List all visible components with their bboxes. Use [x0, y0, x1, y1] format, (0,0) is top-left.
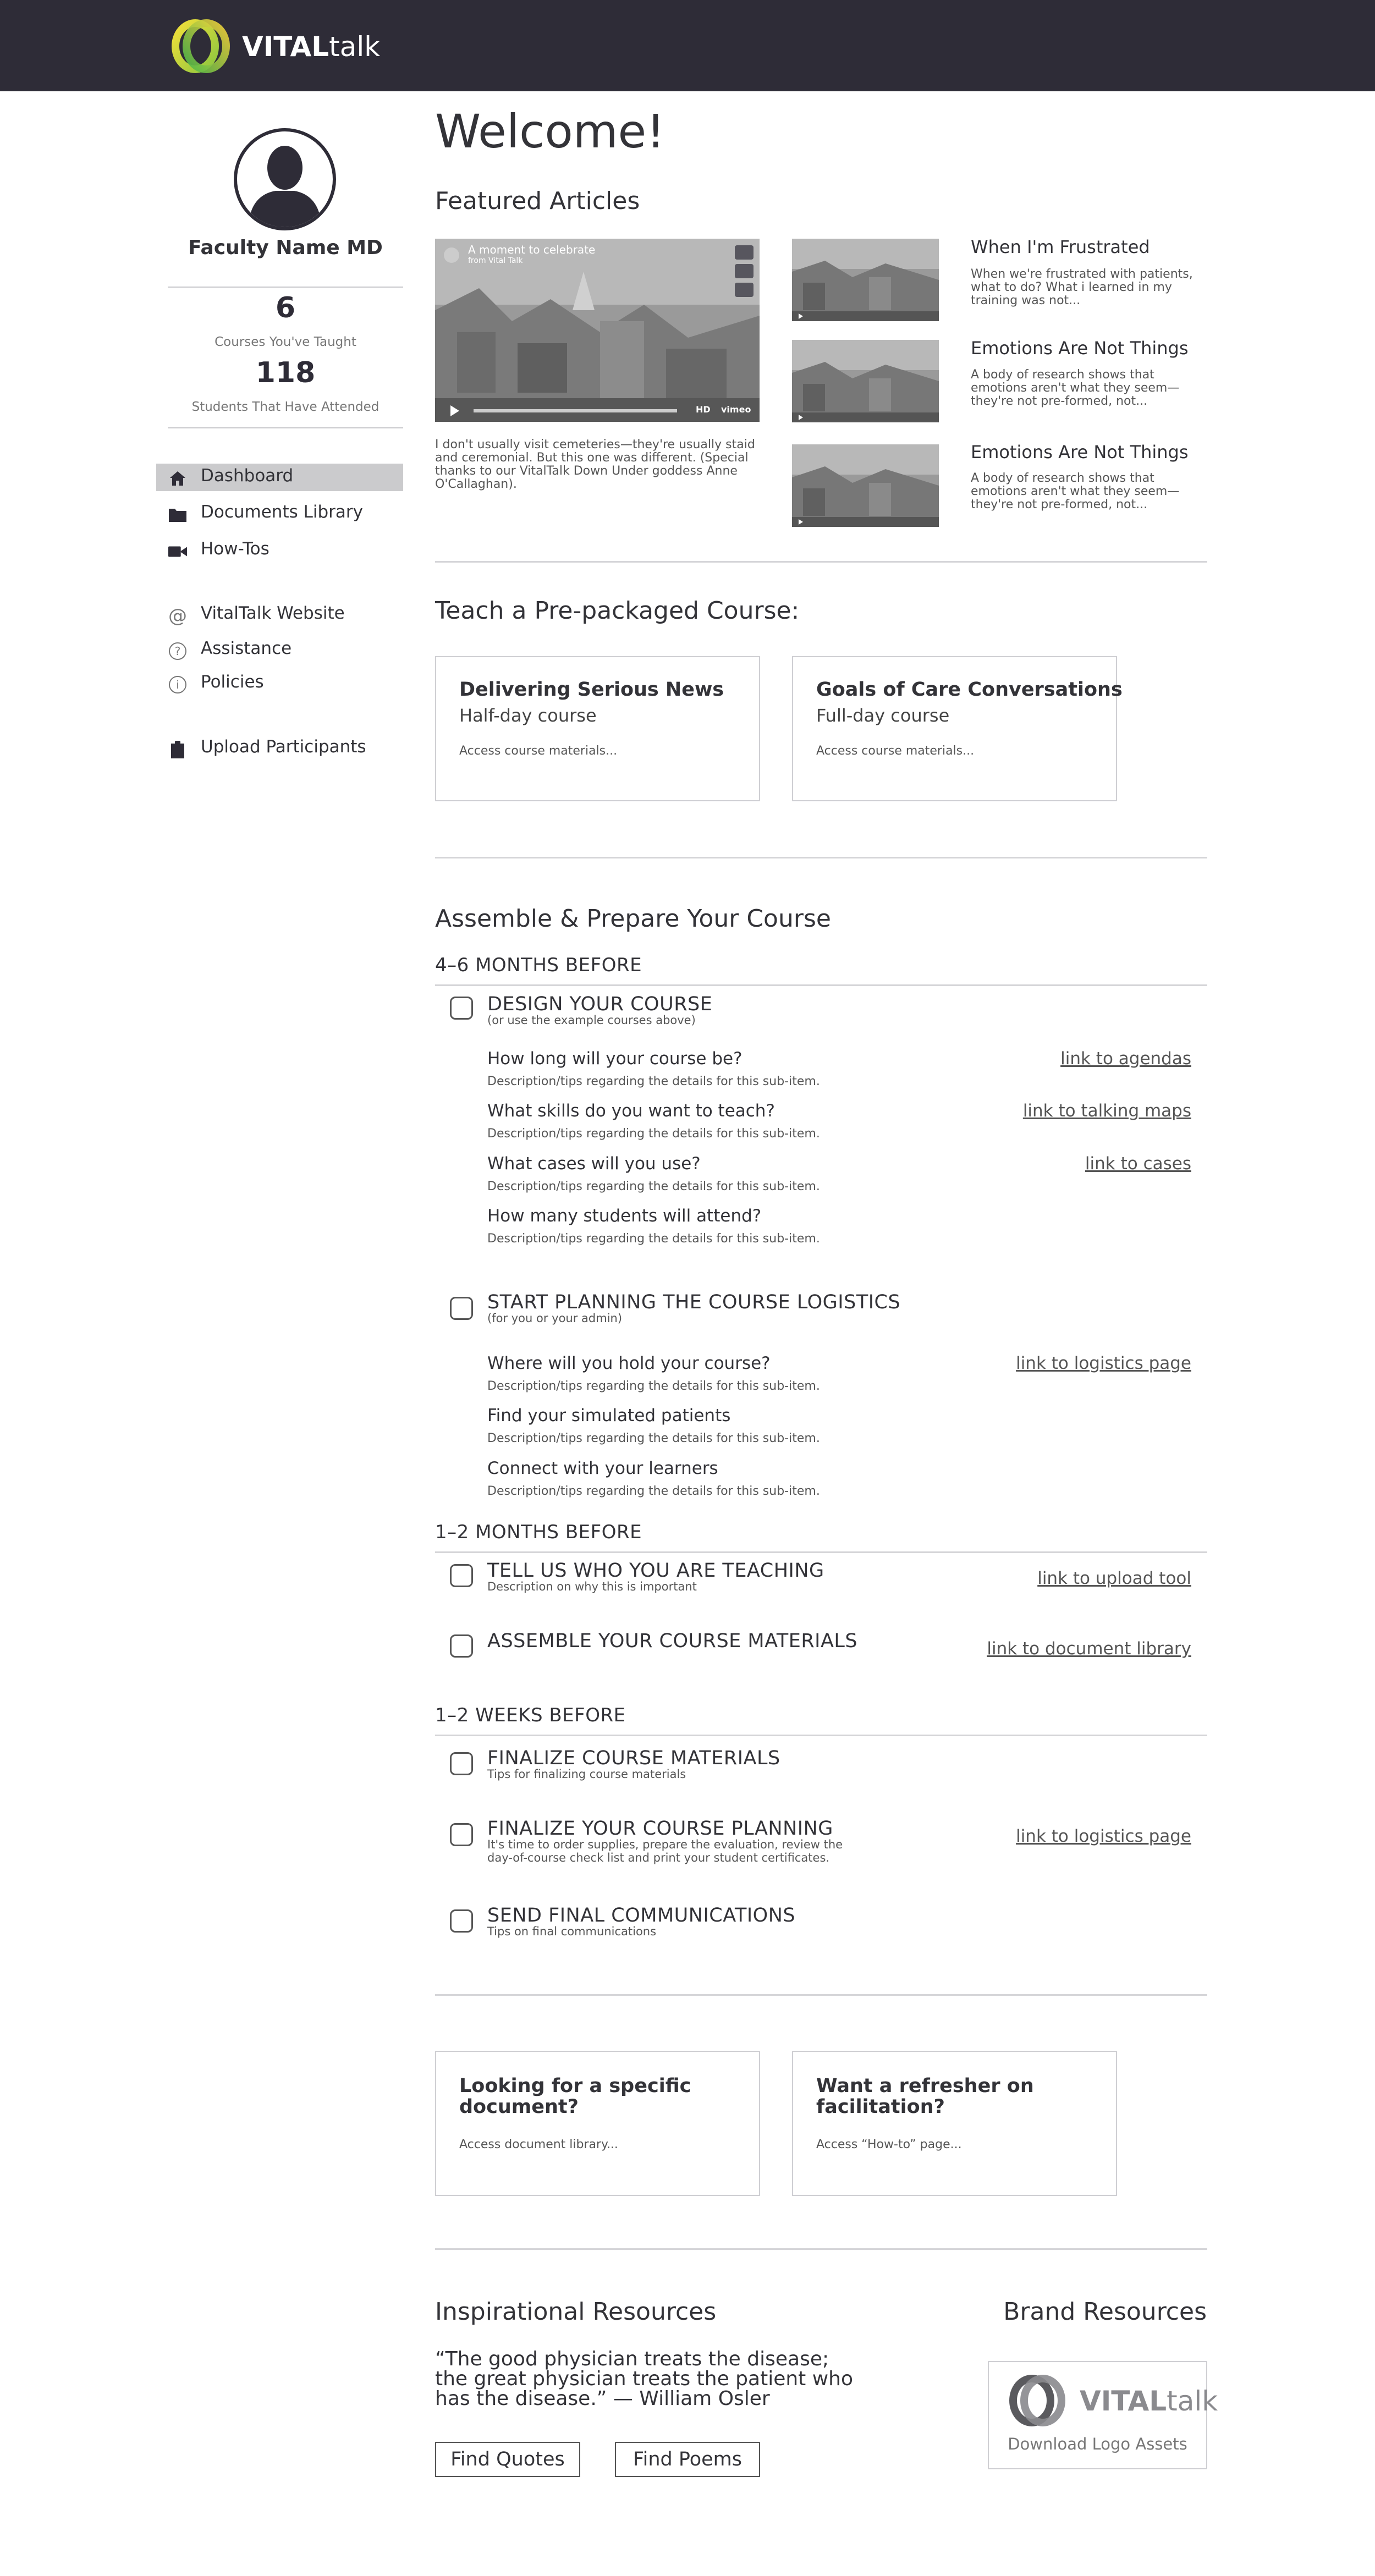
link-to-talking-maps[interactable]: link to talking maps: [1022, 1101, 1191, 1121]
find-document-card[interactable]: [435, 2051, 760, 2196]
subitem-question: Where will you hold your course?: [487, 1353, 771, 1373]
subitem-description: Description/tips regarding the details for this sub-item.: [487, 1484, 820, 1498]
link-to-logistics-page[interactable]: link to logistics page: [1016, 1353, 1191, 1373]
sidebar-item-label: Upload Participants: [201, 737, 366, 757]
subitem-question: How many students will attend?: [487, 1206, 762, 1226]
task-note: day-of-course check list and print your student certificates.: [487, 1851, 830, 1864]
task-note: Tips on final communications: [487, 1925, 657, 1938]
how-to-page-link[interactable]: Access “How-to” page...: [816, 2138, 962, 2151]
article-description: When we're frustrated with patients, what to do? What i learned in my training was not...: [971, 267, 1193, 307]
video-overlay-title: A moment to celebrate: [468, 243, 596, 256]
link-to-document-library[interactable]: link to document library: [987, 1639, 1191, 1659]
subitem-description: Description/tips regarding the details for this sub-item.: [487, 1232, 820, 1246]
clipboard-icon: [168, 740, 188, 759]
featured-video-caption: I don't usually visit cemeteries—they're usually staid and ceremonial. But this one was different. (Special thanks to our VitalTalk Down Under goddess Anne O'Callaghan).: [435, 438, 755, 491]
top-header: [0, 0, 1375, 91]
task-title: ASSEMBLE YOUR COURSE MATERIALS: [487, 1630, 858, 1652]
page-title: Welcome!: [435, 104, 665, 158]
link-to-cases[interactable]: link to cases: [1085, 1154, 1191, 1174]
subitem-description: Description/tips regarding the details for this sub-item.: [487, 1432, 820, 1445]
find-poems-button[interactable]: Find Poems: [615, 2442, 760, 2477]
finalize-materials-checkbox[interactable]: [450, 1752, 473, 1775]
card-title: document?: [459, 2096, 579, 2118]
info-icon: i: [168, 675, 188, 695]
find-quotes-button[interactable]: Find Quotes: [435, 2442, 580, 2477]
task-note: Description on why this is important: [487, 1580, 697, 1593]
task-note: It's time to order supplies, prepare the evaluation, review the: [487, 1838, 843, 1851]
brand-logo-download[interactable]: [988, 2361, 1218, 2469]
card-title: facilitation?: [816, 2096, 945, 2118]
brand-wordmark: VITALtalk: [1080, 2385, 1218, 2417]
sidebar-item-label: Policies: [201, 672, 264, 692]
section-divider: [435, 857, 1207, 858]
send-communications-checkbox[interactable]: [450, 1909, 473, 1933]
cemetery-video-thumbnail: [435, 239, 760, 422]
subitem-question: What skills do you want to teach?: [487, 1101, 775, 1121]
course-title: Goals of Care Conversations: [816, 679, 1123, 701]
featured-articles-heading: Featured Articles: [435, 187, 640, 215]
section-divider: [435, 561, 1207, 563]
task-title: START PLANNING THE COURSE LOGISTICS: [487, 1291, 901, 1313]
vitaltalk-logo[interactable]: [168, 19, 381, 74]
subitem-description: Description/tips regarding the details for this sub-item.: [487, 1180, 820, 1193]
at-icon: @: [168, 605, 187, 627]
article-title[interactable]: Emotions Are Not Things: [971, 338, 1189, 359]
person-silhouette-icon: [237, 131, 333, 227]
article-thumbnail[interactable]: [792, 340, 939, 422]
featured-video-player[interactable]: [435, 239, 760, 422]
task-note: (for you or your admin): [487, 1312, 623, 1325]
sidebar-item-label: VitalTalk Website: [201, 603, 345, 623]
sidebar-item-label: Dashboard: [201, 466, 294, 486]
assemble-materials-checkbox[interactable]: [450, 1634, 473, 1658]
course-duration: Half-day course: [459, 705, 597, 726]
link-to-logistics-page[interactable]: link to logistics page: [1016, 1826, 1191, 1846]
article-description: A body of research shows that emotions aren't what they seem—they're not pre-formed, not...: [971, 368, 1180, 408]
cemetery-thumbnail-image: [792, 340, 939, 422]
phase-label: 1–2 WEEKS BEFORE: [435, 1704, 626, 1726]
subitem-question: What cases will you use?: [487, 1154, 701, 1174]
sidebar-item-dashboard[interactable]: [156, 464, 403, 491]
vimeo-brand[interactable]: vimeo: [721, 404, 751, 415]
subitem-description: Description/tips regarding the details for this sub-item.: [487, 1379, 820, 1393]
sidebar-item-how-tos[interactable]: [156, 537, 403, 564]
osler-quote: “The good physician treats the disease; the great physician treats the patient who has the disease.” — William Osler: [435, 2348, 854, 2410]
section-divider: [435, 1994, 1207, 1996]
article-title[interactable]: When I'm Frustrated: [971, 236, 1150, 257]
document-library-link[interactable]: Access document library...: [459, 2138, 618, 2151]
link-to-upload-tool[interactable]: link to upload tool: [1037, 1568, 1191, 1588]
faculty-name: Faculty Name MD: [188, 236, 383, 259]
cemetery-thumbnail-image: [792, 444, 939, 527]
hd-badge[interactable]: HD: [696, 404, 711, 415]
sidebar-item-label: Documents Library: [201, 502, 363, 522]
course-materials-link[interactable]: Access course materials...: [816, 744, 975, 758]
course-duration: Full-day course: [816, 705, 950, 726]
article-title[interactable]: Emotions Are Not Things: [971, 442, 1189, 463]
phase-divider: [435, 984, 1207, 986]
vitaltalk-gray-logo-mark: [1005, 2373, 1070, 2428]
brand-resources-heading: Brand Resources: [1003, 2298, 1207, 2326]
video-camera-icon: [168, 542, 188, 562]
sidebar-item-policies[interactable]: [156, 670, 403, 697]
phase-label: 4–6 MONTHS BEFORE: [435, 954, 642, 976]
planning-logistics-checkbox[interactable]: [450, 1297, 473, 1320]
tell-us-teaching-checkbox[interactable]: [450, 1564, 473, 1587]
article-description: A body of research shows that emotions aren't what they seem—they're not pre-formed, not...: [971, 471, 1180, 511]
courses-taught-label: Courses You've Taught: [215, 335, 356, 349]
subitem-question: How long will your course be?: [487, 1049, 743, 1069]
phase-divider: [435, 1551, 1207, 1553]
article-thumbnail[interactable]: [792, 444, 939, 527]
courses-taught-count: 6: [275, 291, 296, 324]
course-title: Delivering Serious News: [459, 679, 724, 701]
task-note: (or use the example courses above): [487, 1014, 696, 1027]
phase-divider: [435, 1735, 1207, 1736]
task-title: TELL US WHO YOU ARE TEACHING: [487, 1560, 824, 1582]
subitem-description: Description/tips regarding the details for this sub-item.: [487, 1127, 820, 1141]
cemetery-thumbnail-image: [792, 239, 939, 321]
task-title: SEND FINAL COMMUNICATIONS: [487, 1905, 796, 1927]
sidebar-item-vitaltalk-website[interactable]: [156, 601, 403, 629]
section-divider: [435, 2248, 1207, 2250]
assemble-heading: Assemble & Prepare Your Course: [435, 905, 831, 933]
course-card-delivering-serious-news[interactable]: [435, 656, 760, 801]
task-note: Tips for finalizing course materials: [487, 1768, 686, 1781]
course-materials-link[interactable]: Access course materials...: [459, 744, 618, 758]
sidebar-divider: [168, 427, 403, 428]
logo-wordmark: VITALtalk: [242, 31, 381, 63]
sidebar-item-documents-library[interactable]: [156, 500, 403, 527]
course-card-goals-of-care[interactable]: [792, 656, 1123, 801]
facilitation-refresher-card[interactable]: [792, 2051, 1117, 2196]
phase-label: 1–2 MONTHS BEFORE: [435, 1521, 642, 1543]
question-icon: ?: [168, 641, 188, 661]
subitem-question: Find your simulated patients: [487, 1406, 731, 1425]
article-thumbnail[interactable]: [792, 239, 939, 321]
sidebar-item-upload-participants[interactable]: [156, 735, 403, 762]
students-attended-count: 118: [255, 356, 316, 389]
design-course-checkbox[interactable]: [450, 997, 473, 1020]
sidebar-item-label: How-Tos: [201, 539, 270, 559]
vitaltalk-logo-mark: [168, 19, 234, 74]
sidebar-item-label: Assistance: [201, 639, 292, 658]
finalize-planning-checkbox[interactable]: [450, 1823, 473, 1846]
task-title: DESIGN YOUR COURSE: [487, 993, 713, 1015]
sidebar-divider: [168, 287, 403, 288]
inspirational-heading: Inspirational Resources: [435, 2298, 717, 2326]
folder-icon: [168, 505, 188, 525]
subitem-question: Connect with your learners: [487, 1458, 718, 1478]
video-overlay-subtitle: from Vital Talk: [468, 256, 523, 265]
card-title: Want a refresher on: [816, 2075, 1034, 2097]
students-attended-label: Students That Have Attended: [191, 400, 380, 414]
subitem-description: Description/tips regarding the details for this sub-item.: [487, 1075, 820, 1088]
download-logo-assets-link[interactable]: Download Logo Assets: [1008, 2435, 1187, 2453]
task-title: FINALIZE YOUR COURSE PLANNING: [487, 1818, 833, 1840]
home-icon: [168, 469, 188, 488]
faculty-avatar[interactable]: [234, 128, 336, 230]
task-title: FINALIZE COURSE MATERIALS: [487, 1747, 780, 1769]
prepackaged-heading: Teach a Pre-packaged Course:: [435, 597, 800, 625]
sidebar-item-assistance[interactable]: [156, 636, 403, 664]
card-title: Looking for a specific: [459, 2075, 691, 2097]
link-to-agendas[interactable]: link to agendas: [1060, 1049, 1191, 1069]
